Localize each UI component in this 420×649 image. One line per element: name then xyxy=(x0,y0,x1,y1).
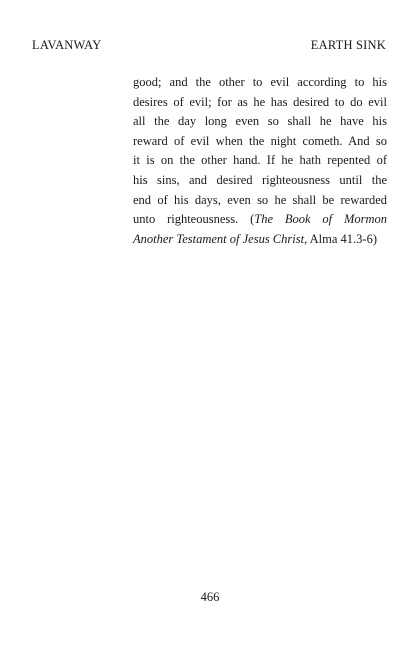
quote-line-text: reward of evil when the night cometh. And so xyxy=(133,133,387,148)
quote-line xyxy=(133,93,387,113)
block-quotation xyxy=(133,73,387,249)
quote-line xyxy=(133,73,387,93)
quote-line xyxy=(133,112,387,132)
citation-reference: , Alma 41.3-6) xyxy=(304,231,377,246)
quote-line-text: it is on the other hand. If he hath repented of xyxy=(133,153,387,168)
quote-line-text: end of his days, even so he shall be rewarded xyxy=(133,192,387,207)
quote-line xyxy=(133,230,387,250)
quote-line xyxy=(133,210,387,230)
quote-line xyxy=(133,151,387,171)
quote-line-text: his sins, and desired righteousness until the xyxy=(133,172,387,187)
quote-line xyxy=(133,171,387,191)
citation-book-title: The Book of Mormon xyxy=(254,212,387,227)
citation-subtitle: Another Testament of Jesus Christ xyxy=(133,231,305,246)
quote-line xyxy=(133,191,387,211)
running-header xyxy=(32,38,386,54)
quote-line-text: unto righteousness. ( xyxy=(133,212,255,227)
quote-line-text: good; and the other to evil according to his xyxy=(133,75,387,89)
page-number: 466 xyxy=(200,590,220,604)
running-header-author: LAVANWAY xyxy=(32,38,102,52)
running-header-title: EARTH SINK xyxy=(310,38,386,52)
quote-line xyxy=(133,132,387,152)
quote-line-text: all the day long even so shall he have his xyxy=(133,114,387,129)
quote-line-text: desires of evil; for as he has desired to do evil xyxy=(133,94,387,109)
